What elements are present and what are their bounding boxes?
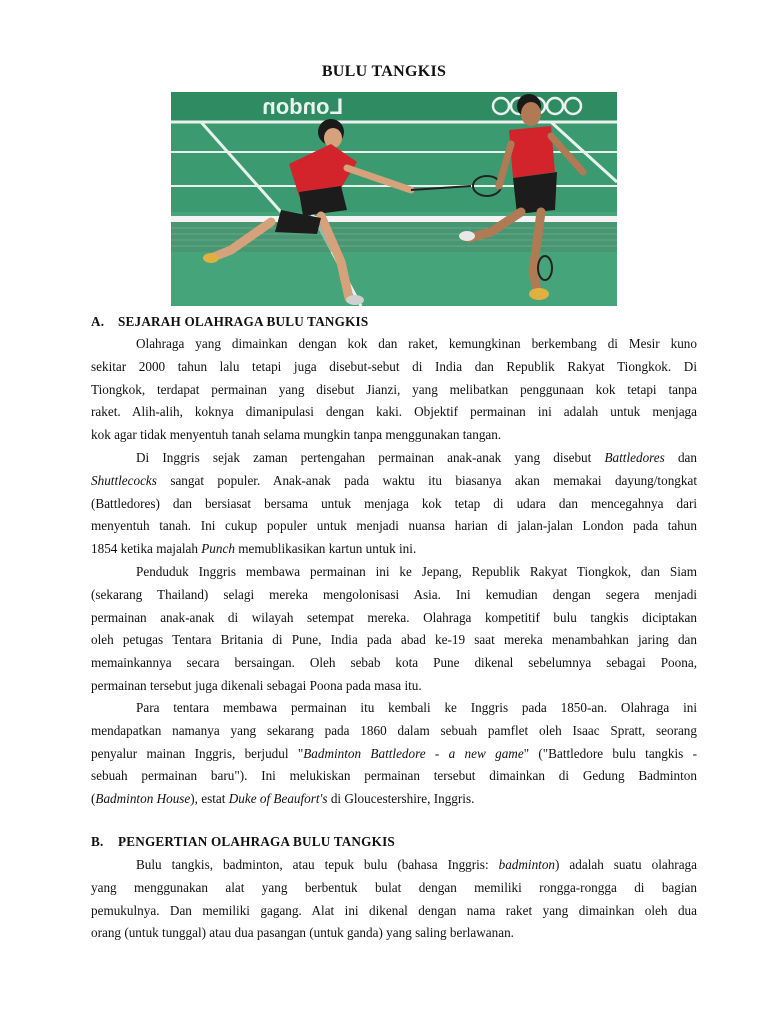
text-line: pemukulnya. Dan memiliki gagang. Alat ini dikenal dengan nama raket yang dimainkan oleh dua [91, 902, 697, 918]
text-line: memainkannya secara bersaingan. Oleh sebab kota Pune dikenal sebelumnya sebagai Poona, [91, 655, 697, 671]
text-line: sekitar 2000 tahun lalu tetapi juga disebut-sebut di India dan Republik Rakyat Tiongkok. Di [91, 358, 697, 374]
text-line: yang menggunakan alat yang berbentuk bulat dengan memiliki rongga-rongga di bagian [91, 879, 697, 895]
text-line: kok agar tidak menyentuh tanah selama mungkin tanpa menggunakan tangan. [91, 427, 502, 443]
section-a-paragraph-3 [91, 561, 697, 698]
text-line: Tiongkok, terdapat permainan yang disebut Jianzi, yang melibatkan penggunaan kok tetapi tanpa [91, 381, 697, 397]
london-banner [262, 94, 343, 119]
text-line: permainan anak-anak di wilayah setempat mereka. Olahraga kompetitif bulu tangkis diciptakan [91, 609, 697, 625]
text-line: 1854 ketika majalah Punch memublikasikan kartun untuk ini. [91, 541, 417, 557]
section-a-number: A. [91, 314, 105, 329]
section-a-title: SEJARAH OLAHRAGA BULU TANGKIS [118, 314, 369, 329]
section-a-paragraph-1 [91, 333, 697, 447]
text-line: (Battledores) dan bersiasat bersama untuk menjaga kok tetap di udara dan mencegahnya dari [91, 495, 697, 511]
text-line: Bulu tangkis, badminton, atau tepuk bulu (bahasa Inggris: badminton) adalah suatu olahraga [136, 857, 697, 872]
text-line: mendapatkan namanya yang sekarang pada 1860 dalam sebuah pamflet oleh Isaac Spratt, seorang [91, 722, 697, 738]
section-a-paragraph-2 [91, 447, 697, 561]
text-line: sebuah permainan baru"). Ini melukiskan permainan tersebut dimainkan di Gedung Badminton [91, 768, 697, 784]
text-line: (Badminton House), estat Duke of Beaufort's di Gloucestershire, Inggris. [91, 791, 475, 807]
text-line: (sekarang Thailand) selagi mereka mengolonisasi Asia. Ini kemudian dengan segera menjadi [91, 586, 697, 602]
text-line: Di Inggris sejak zaman pertengahan permainan anak-anak yang disebut Battledores dan [136, 450, 697, 465]
section-b-paragraph-1 [91, 854, 697, 945]
text-line: oleh petugas Tentara Britania di Pune, India pada abad ke-19 saat mereka menambahkan jaring dan [91, 632, 697, 648]
section-b-heading [91, 834, 395, 850]
section-a-heading [91, 314, 368, 330]
text-line: Penduduk Inggris membawa permainan ini ke Jepang, Republik Rakyat Tiongkok, dan Siam [136, 564, 697, 579]
text-line: menyentuh tanah. Ini cukup populer untuk menjadi nuansa harian di jalan-jalan London pada tahun [91, 518, 697, 534]
text-line: Shuttlecocks sangat populer. Anak-anak pada waktu itu biasanya akan memakai dayung/tongkat [91, 472, 697, 488]
text-line: Olahraga yang dimainkan dengan kok dan raket, kemungkinan berkembang di Mesir kuno [136, 336, 697, 351]
badminton-photo [171, 92, 617, 306]
text-line: Para tentara membawa permainan itu kembali ke Inggris pada 1850-an. Olahraga ini [136, 700, 697, 715]
page-title: BULU TANGKIS [321, 63, 447, 80]
svg-text:London: London [262, 94, 343, 119]
section-b-title: PENGERTIAN OLAHRAGA BULU TANGKIS [118, 834, 395, 849]
section-a-paragraph-4 [91, 697, 697, 811]
text-line: orang (untuk tunggal) atau dua pasangan (untuk ganda) yang saling berlawanan. [91, 925, 514, 941]
section-b-number: B. [91, 834, 104, 849]
text-line: penyalur mainan Inggris, berjudul "Badminton Battledore - a new game" ("Battledore bulu tangkis - [91, 745, 697, 761]
text-line: permainan tersebut juga dikenali sebagai Poona pada masa itu. [91, 677, 422, 693]
text-line: raket. Alih-alih, koknya dimanipulasi dengan kaki. Objektif permainan ini adalah untuk menjaga [91, 404, 697, 420]
